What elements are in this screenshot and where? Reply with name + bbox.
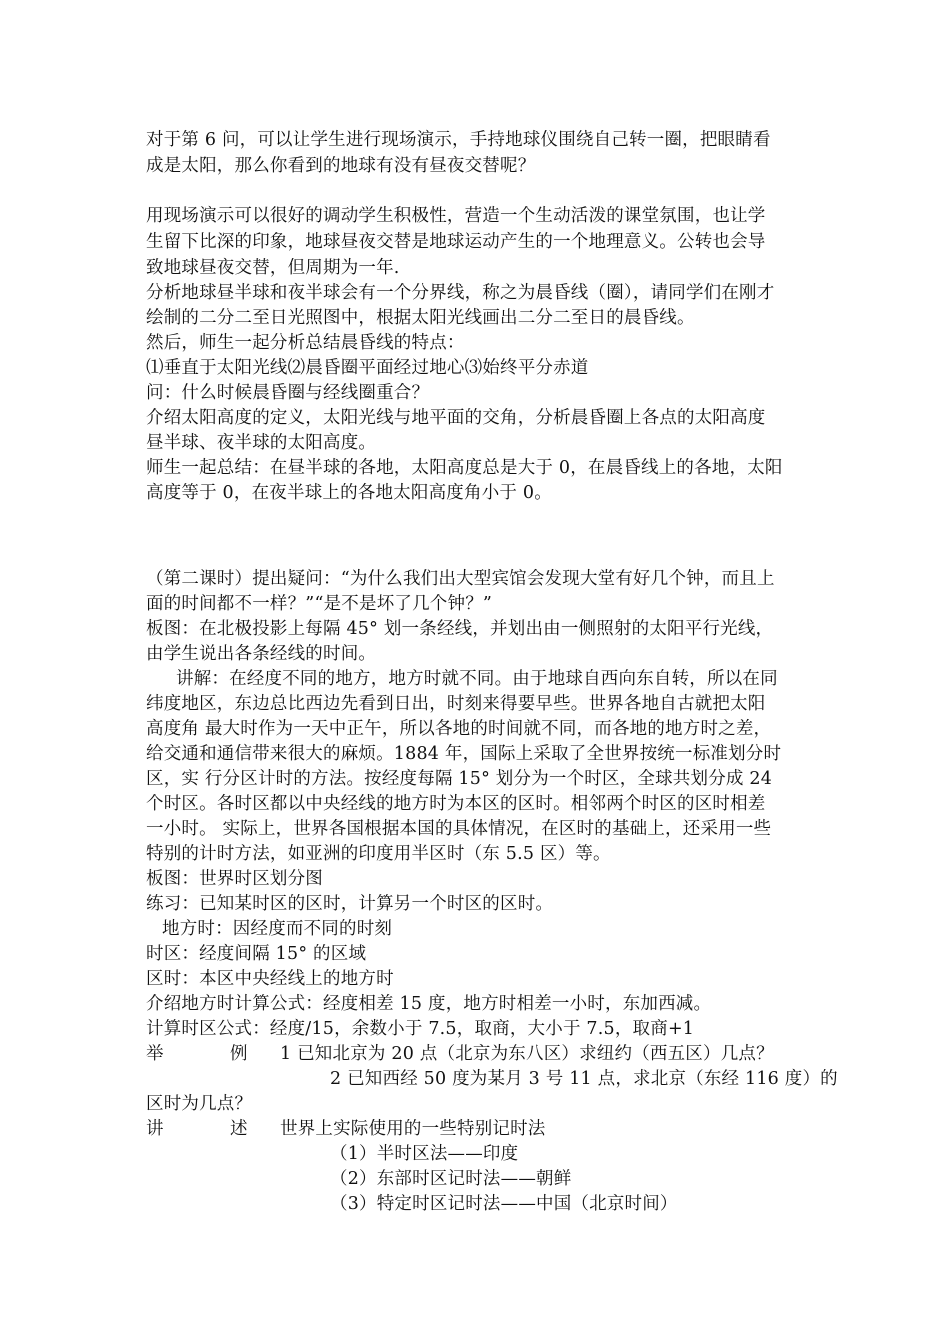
example-label-part: 举 — [146, 1044, 164, 1064]
paragraph-text: 问：什么时候晨昏圈与经线圈重合？ — [146, 383, 430, 403]
paragraph-text: 一小时。 实际上，世界各国根据本国的具体情况，在区时的基础上，还采用一些 — [146, 819, 772, 839]
paragraph-text: 特别的计时方法，如亚洲的印度用半区时（东 5.5 区）等。 — [146, 844, 611, 864]
paragraph-text: 时区：经度间隔 15° 的区域 — [146, 944, 367, 964]
paragraph-text: 面的时间都不一样？”“是不是坏了几个钟？” — [146, 594, 493, 614]
paragraph-text: 师生一起总结：在昼半球的各地，太阳高度总是大于 0，在晨昏线上的各地，太阳 — [146, 458, 783, 478]
paragraph-text: 高度角 最大时作为一天中正午，所以各地的时间就不同，而各地的地方时之差， — [146, 719, 772, 739]
paragraph-text: 纬度地区，东边总比西边先看到日出，时刻来得要早些。世界各地自古就把太阳 — [146, 694, 766, 714]
example-item: 1 已知北京为 20 点（北京为东八区）求纽约（西五区）几点？ — [280, 1044, 774, 1064]
paragraph-text: 致地球昼夜交替，但周期为一年. — [146, 258, 400, 278]
paragraph-text: 成是太阳，那么你看到的地球有没有昼夜交替呢？ — [146, 156, 536, 176]
paragraph-text: 板图：世界时区划分图 — [146, 869, 323, 889]
list-item: （3）特定时区记时法——中国（北京时间） — [330, 1194, 678, 1214]
paragraph-text: （第二课时）提出疑问：“为什么我们出大型宾馆会发现大堂有好几个钟，而且上 — [146, 569, 775, 589]
paragraph-text: 介绍地方时计算公式：经度相差 15 度，地方时相差一小时，东加西减。 — [146, 994, 712, 1014]
example-label-part: 例 — [230, 1044, 248, 1064]
paragraph-text: 区时：本区中央经线上的地方时 — [146, 969, 394, 989]
paragraph-text: 对于第 6 问，可以让学生进行现场演示，手持地球仪围绕自己转一圈，把眼睛看 — [146, 130, 771, 150]
paragraph-text: 分析地球昼半球和夜半球会有一个分界线，称之为晨昏线（圈），请同学们在刚才 — [146, 283, 775, 303]
paragraph-text: 由学生说出各条经线的时间。 — [146, 644, 377, 664]
paragraph-text: 区，实 行分区计时的方法。按经度每隔 15° 划分为一个时区，全球共划分成 24 — [146, 769, 773, 789]
paragraph-text: 高度等于 0，在夜半球上的各地太阳高度角小于 0。 — [146, 483, 552, 503]
paragraph-text: 地方时：因经度而不同的时刻 — [162, 919, 393, 939]
example-item: 2 已知西经 50 度为某月 3 号 11 点，求北京（东经 116 度）的 — [330, 1069, 838, 1089]
paragraph-text: 练习：已知某时区的区时，计算另一个时区的区时。 — [146, 894, 554, 914]
paragraph-text: 生留下比深的印象，地球昼夜交替是地球运动产生的一个地理意义。公转也会导 — [146, 232, 766, 252]
paragraph-text: 计算时区公式：经度/15，余数小于 7.5，取商，大小于 7.5，取商+1 — [146, 1019, 695, 1039]
list-item: （1）半时区法——印度 — [330, 1144, 519, 1164]
paragraph-text: 然后，师生一起分析总结晨昏线的特点： — [146, 333, 465, 353]
paragraph-text: 昼半球、夜半球的太阳高度。 — [146, 433, 377, 453]
example-item: 区时为几点？ — [146, 1094, 253, 1114]
paragraph-text: 个时区。各时区都以中央经线的地方时为本区的区时。相邻两个时区的区时相差 — [146, 794, 766, 814]
paragraph-text: 给交通和通信带来很大的麻烦。1884 年，国际上采取了全世界按统一标准划分时 — [146, 744, 782, 764]
lecture-label-part: 讲 — [146, 1119, 164, 1139]
paragraph-text: 介绍太阳高度的定义，太阳光线与地平面的交角，分析晨昏圈上各点的太阳高度 — [146, 408, 766, 428]
paragraph-text: ⑴垂直于太阳光线⑵晨昏圈平面经过地心⑶始终平分赤道 — [146, 358, 589, 378]
lecture-label-part: 述 — [230, 1119, 248, 1139]
list-item: （2）东部时区记时法——朝鲜 — [330, 1169, 572, 1189]
paragraph-text: 绘制的二分二至日光照图中，根据太阳光线画出二分二至日的晨昏线。 — [146, 308, 695, 328]
paragraph-text: 板图：在北极投影上每隔 45° 划一条经线，并划出由一侧照射的太阳平行光线， — [146, 619, 774, 639]
paragraph-text: 用现场演示可以很好的调动学生积极性，营造一个生动活泼的课堂氛围，也让学 — [146, 206, 766, 226]
lecture-title: 世界上实际使用的一些特别记时法 — [280, 1119, 546, 1139]
paragraph-text: 讲解：在经度不同的地方，地方时就不同。由于地球自西向东自转，所以在同 — [176, 669, 778, 689]
